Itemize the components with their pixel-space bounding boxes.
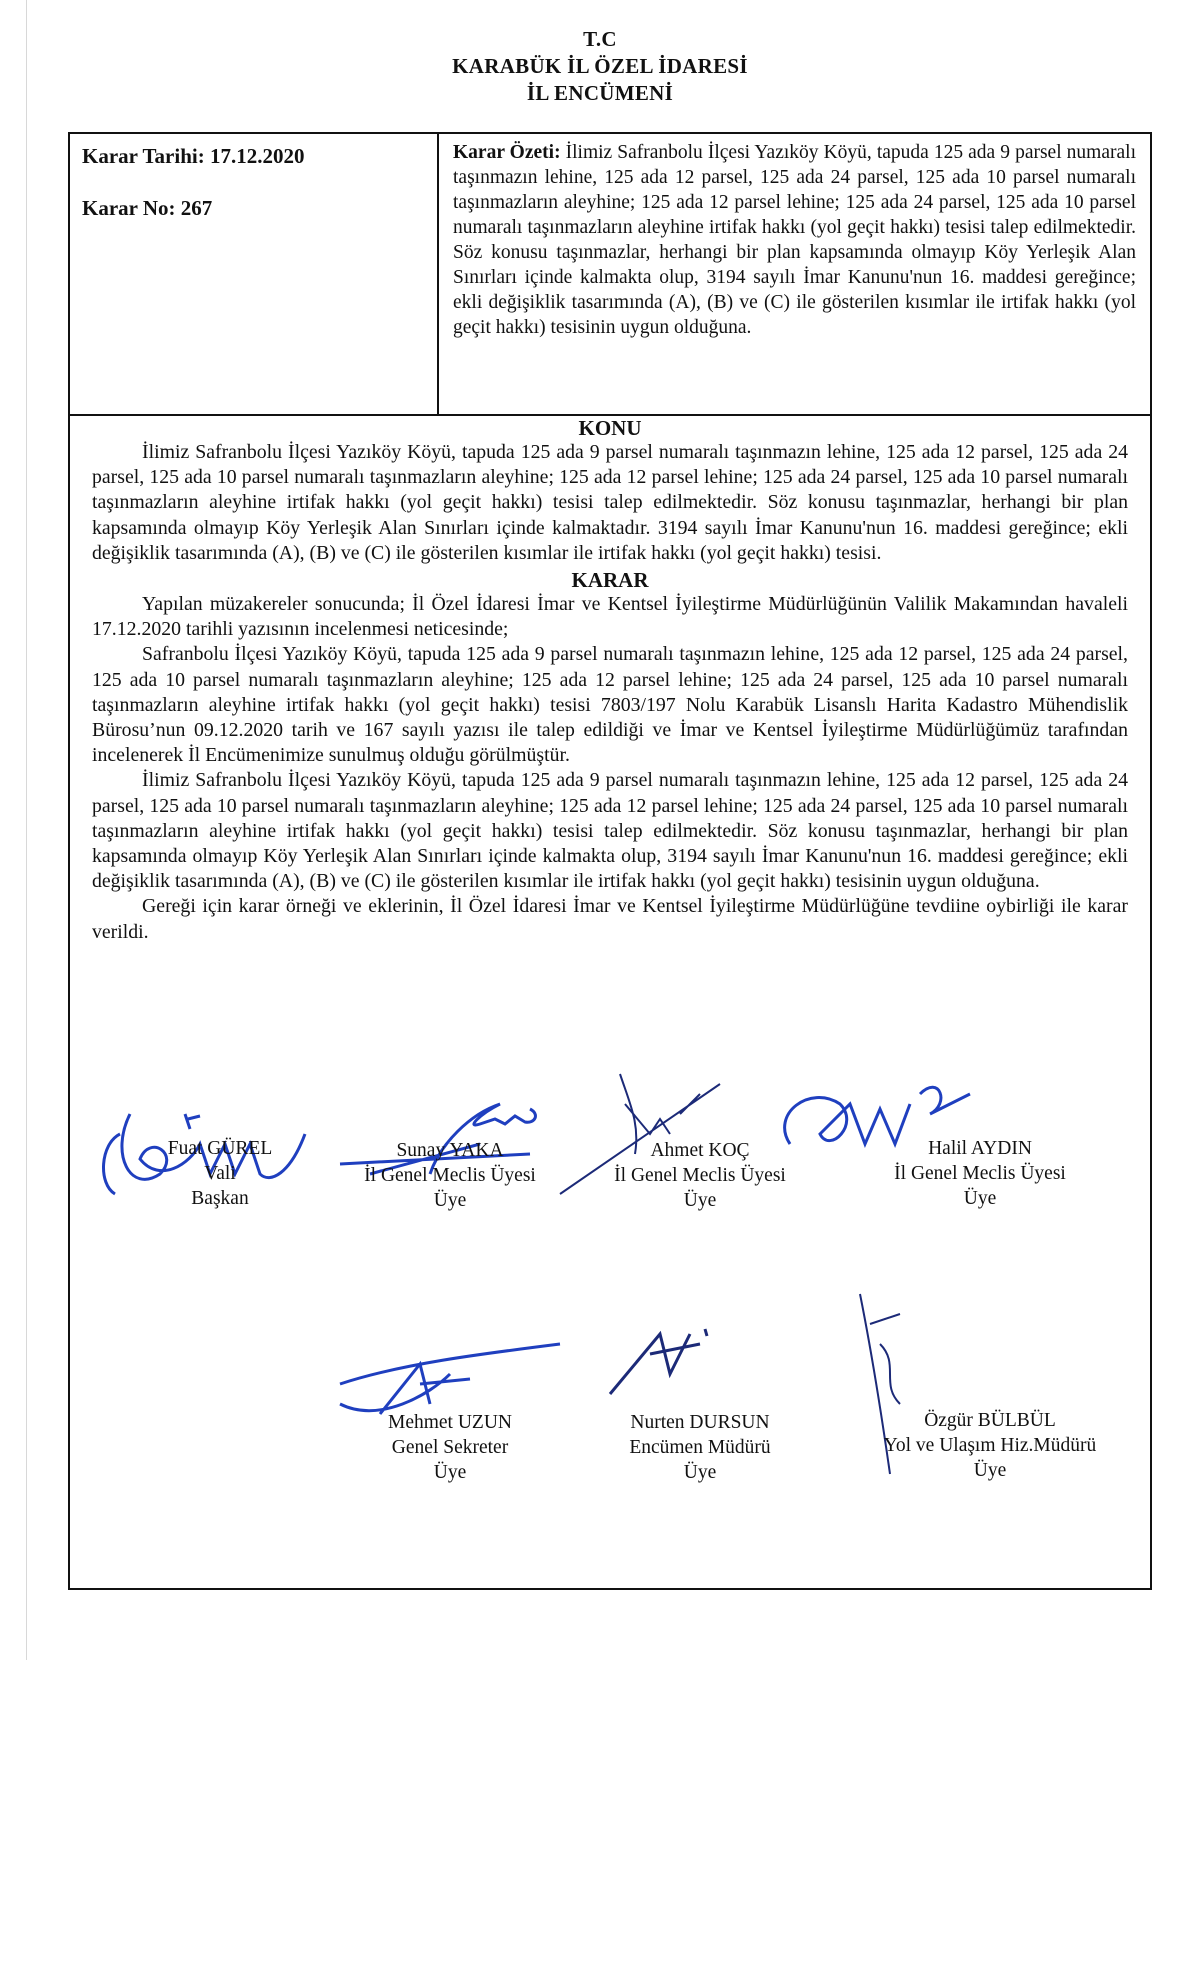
- signer-name: Özgür BÜLBÜL: [924, 1410, 1056, 1431]
- karar-paragraph: Safranbolu İlçesi Yazıköy Köyü, tapuda 125 ada 9 parsel numaralı taşınmazın lehine, 125 ada 12 parsel, 125 ada 24 parsel, 125 ada 10 parsel numaralı taşınmazların aleyhine; 125 ada 12 parsel lehine; 125 ada 24 parsel, 125 ada 10 parsel numaralı taşınmazların aleyhine irtifak hakkı (yol geçit hakkı) tesisi 7803/197 Nolu Karabük Lisanslı Harita Kadastro Mühendislik Bürosu’nun 09.12.2020 tarih ve 167 sayılı yazısı ile talep edildiği ve İmar ve Kentsel İyileştirme Müdürlüğümüz tarafından incelenerek İl Encümenimize sunulmuş olduğu görülmüştür.: [92, 643, 1128, 767]
- signer-role: Üye: [973, 1460, 1007, 1481]
- signature-block: [860, 1408, 1120, 1483]
- karar-title: KARAR: [571, 568, 649, 593]
- signer-role: Üye: [433, 1462, 467, 1483]
- signature-block: [580, 1410, 820, 1485]
- header-council: İL ENCÜMENİ: [526, 81, 674, 105]
- signature-block: [580, 1138, 820, 1213]
- signer-name: Sunay YAKA: [396, 1140, 504, 1161]
- decision-summary: [453, 140, 1136, 340]
- decision-meta-cell: [70, 134, 439, 416]
- signer-name: Ahmet KOÇ: [650, 1140, 750, 1161]
- header-institution: KARABÜK İL ÖZEL İDARESİ: [452, 54, 748, 78]
- signer-title: Vali: [204, 1163, 236, 1184]
- signer-name: Nurten DURSUN: [630, 1412, 770, 1433]
- decision-body: [70, 416, 1150, 945]
- signer-role: Üye: [683, 1462, 717, 1483]
- signature-block: [100, 1136, 340, 1211]
- signature-block: [330, 1138, 570, 1213]
- signer-title: Genel Sekreter: [391, 1437, 509, 1458]
- karar-paragraph: Gereği için karar örneği ve eklerinin, İl Özel İdaresi İmar ve Kentsel İyileştirme Müdürlüğüne tevdiine oybirliği ile karar verildi.: [92, 895, 1128, 943]
- signer-name: Halil AYDIN: [928, 1138, 1032, 1159]
- signer-title: İl Genel Meclis Üyesi: [614, 1165, 786, 1186]
- signature-mark-dursun: [590, 1314, 730, 1414]
- signer-title: İl Genel Meclis Üyesi: [364, 1165, 536, 1186]
- signer-role: Üye: [683, 1190, 717, 1211]
- konu-title: KONU: [578, 416, 642, 440]
- decision-date: Karar Tarihi: 17.12.2020: [82, 144, 305, 168]
- signer-role: Başkan: [191, 1188, 249, 1209]
- signature-block: [860, 1136, 1100, 1211]
- summary-label: Karar Özeti:: [453, 142, 561, 163]
- decision-number: Karar No: 267: [82, 196, 213, 220]
- header-country: T.C: [583, 27, 617, 51]
- summary-text: İlimiz Safranbolu İlçesi Yazıköy Köyü, tapuda 125 ada 9 parsel numaralı taşınmazın lehine, 125 ada 12 parsel, 125 ada 24 parsel, 125 ada 10 parsel numaralı taşınmazların aleyhine; 125 ada 12 parsel lehine; 125 ada 24 parsel, 125 ada 10 parsel numaralı taşınmazların aleyhine irtifak hakkı (yol geçit hakkı) tesisi talep edilmektedir. Söz konusu taşınmazlar, herhangi bir plan kapsamında olmayıp Köy Yerleşik Alan Sınırları içinde kalmakta olup, 3194 sayılı İmar Kanunu'nun 16. maddesi gereğince; ekli değişiklik tasarımında (A), (B) ve (C) ile gösterilen kısımlar ile irtifak hakkı (yol geçit hakkı) tesisinin uygun olduğuna.: [453, 142, 1136, 338]
- document-header: [0, 26, 1200, 107]
- konu-text: İlimiz Safranbolu İlçesi Yazıköy Köyü, tapuda 125 ada 9 parsel numaralı taşınmazın lehine, 125 ada 12 parsel, 125 ada 24 parsel, 125 ada 10 parsel numaralı taşınmazların aleyhine; 125 ada 12 parsel lehine; 125 ada 24 parsel, 125 ada 10 parsel numaralı taşınmazların aleyhine irtifak hakkı (yol geçit hakkı) tesisi talep edilmektedir. Söz konusu taşınmazlar, herhangi bir plan kapsamında olmayıp Köy Yerleşik Alan Sınırları içinde kalmaktadır. 3194 sayılı İmar Kanunu'nun 16. maddesi gereğince; ekli değişiklik tasarımında (A), (B) ve (C) ile gösterilen kısımlar ile irtifak hakkı (yol geçit hakkı) tesisi.: [92, 441, 1128, 564]
- signer-name: Fuat GÜREL: [167, 1138, 273, 1159]
- signer-name: Mehmet UZUN: [387, 1412, 513, 1433]
- signer-role: Üye: [433, 1190, 467, 1211]
- karar-paragraph: Yapılan müzakereler sonucunda; İl Özel İdaresi İmar ve Kentsel İyileştirme Müdürlüğünün Valilik Makamından havaleli 17.12.2020 tarihli yazısının incelenmesi neticesinde;: [92, 593, 1128, 641]
- signature-block: [330, 1410, 570, 1485]
- signer-role: Üye: [963, 1188, 997, 1209]
- decision-box: [68, 132, 1152, 1590]
- decision-summary-cell: [439, 134, 1150, 416]
- signer-title: İl Genel Meclis Üyesi: [894, 1163, 1066, 1184]
- karar-paragraph: İlimiz Safranbolu İlçesi Yazıköy Köyü, tapuda 125 ada 9 parsel numaralı taşınmazın lehine, 125 ada 12 parsel, 125 ada 24 parsel, 125 ada 10 parsel numaralı taşınmazların aleyhine; 125 ada 12 parsel lehine; 125 ada 24 parsel, 125 ada 10 parsel numaralı taşınmazların aleyhine irtifak hakkı (yol geçit hakkı) tesisi talep edilmektedir. Söz konusu taşınmazlar, herhangi bir plan kapsamında olmayıp Köy Yerleşik Alan Sınırları içinde kalmakta olup, 3194 sayılı İmar Kanunu'nun 16. maddesi gereğince; ekli değişiklik tasarımında (A), (B) ve (C) ile gösterilen kısımlar ile irtifak hakkı (yol geçit hakkı) tesisinin uygun olduğuna.: [92, 769, 1128, 893]
- signer-title: Yol ve Ulaşım Hiz.Müdürü: [883, 1435, 1097, 1456]
- signer-title: Encümen Müdürü: [629, 1437, 771, 1458]
